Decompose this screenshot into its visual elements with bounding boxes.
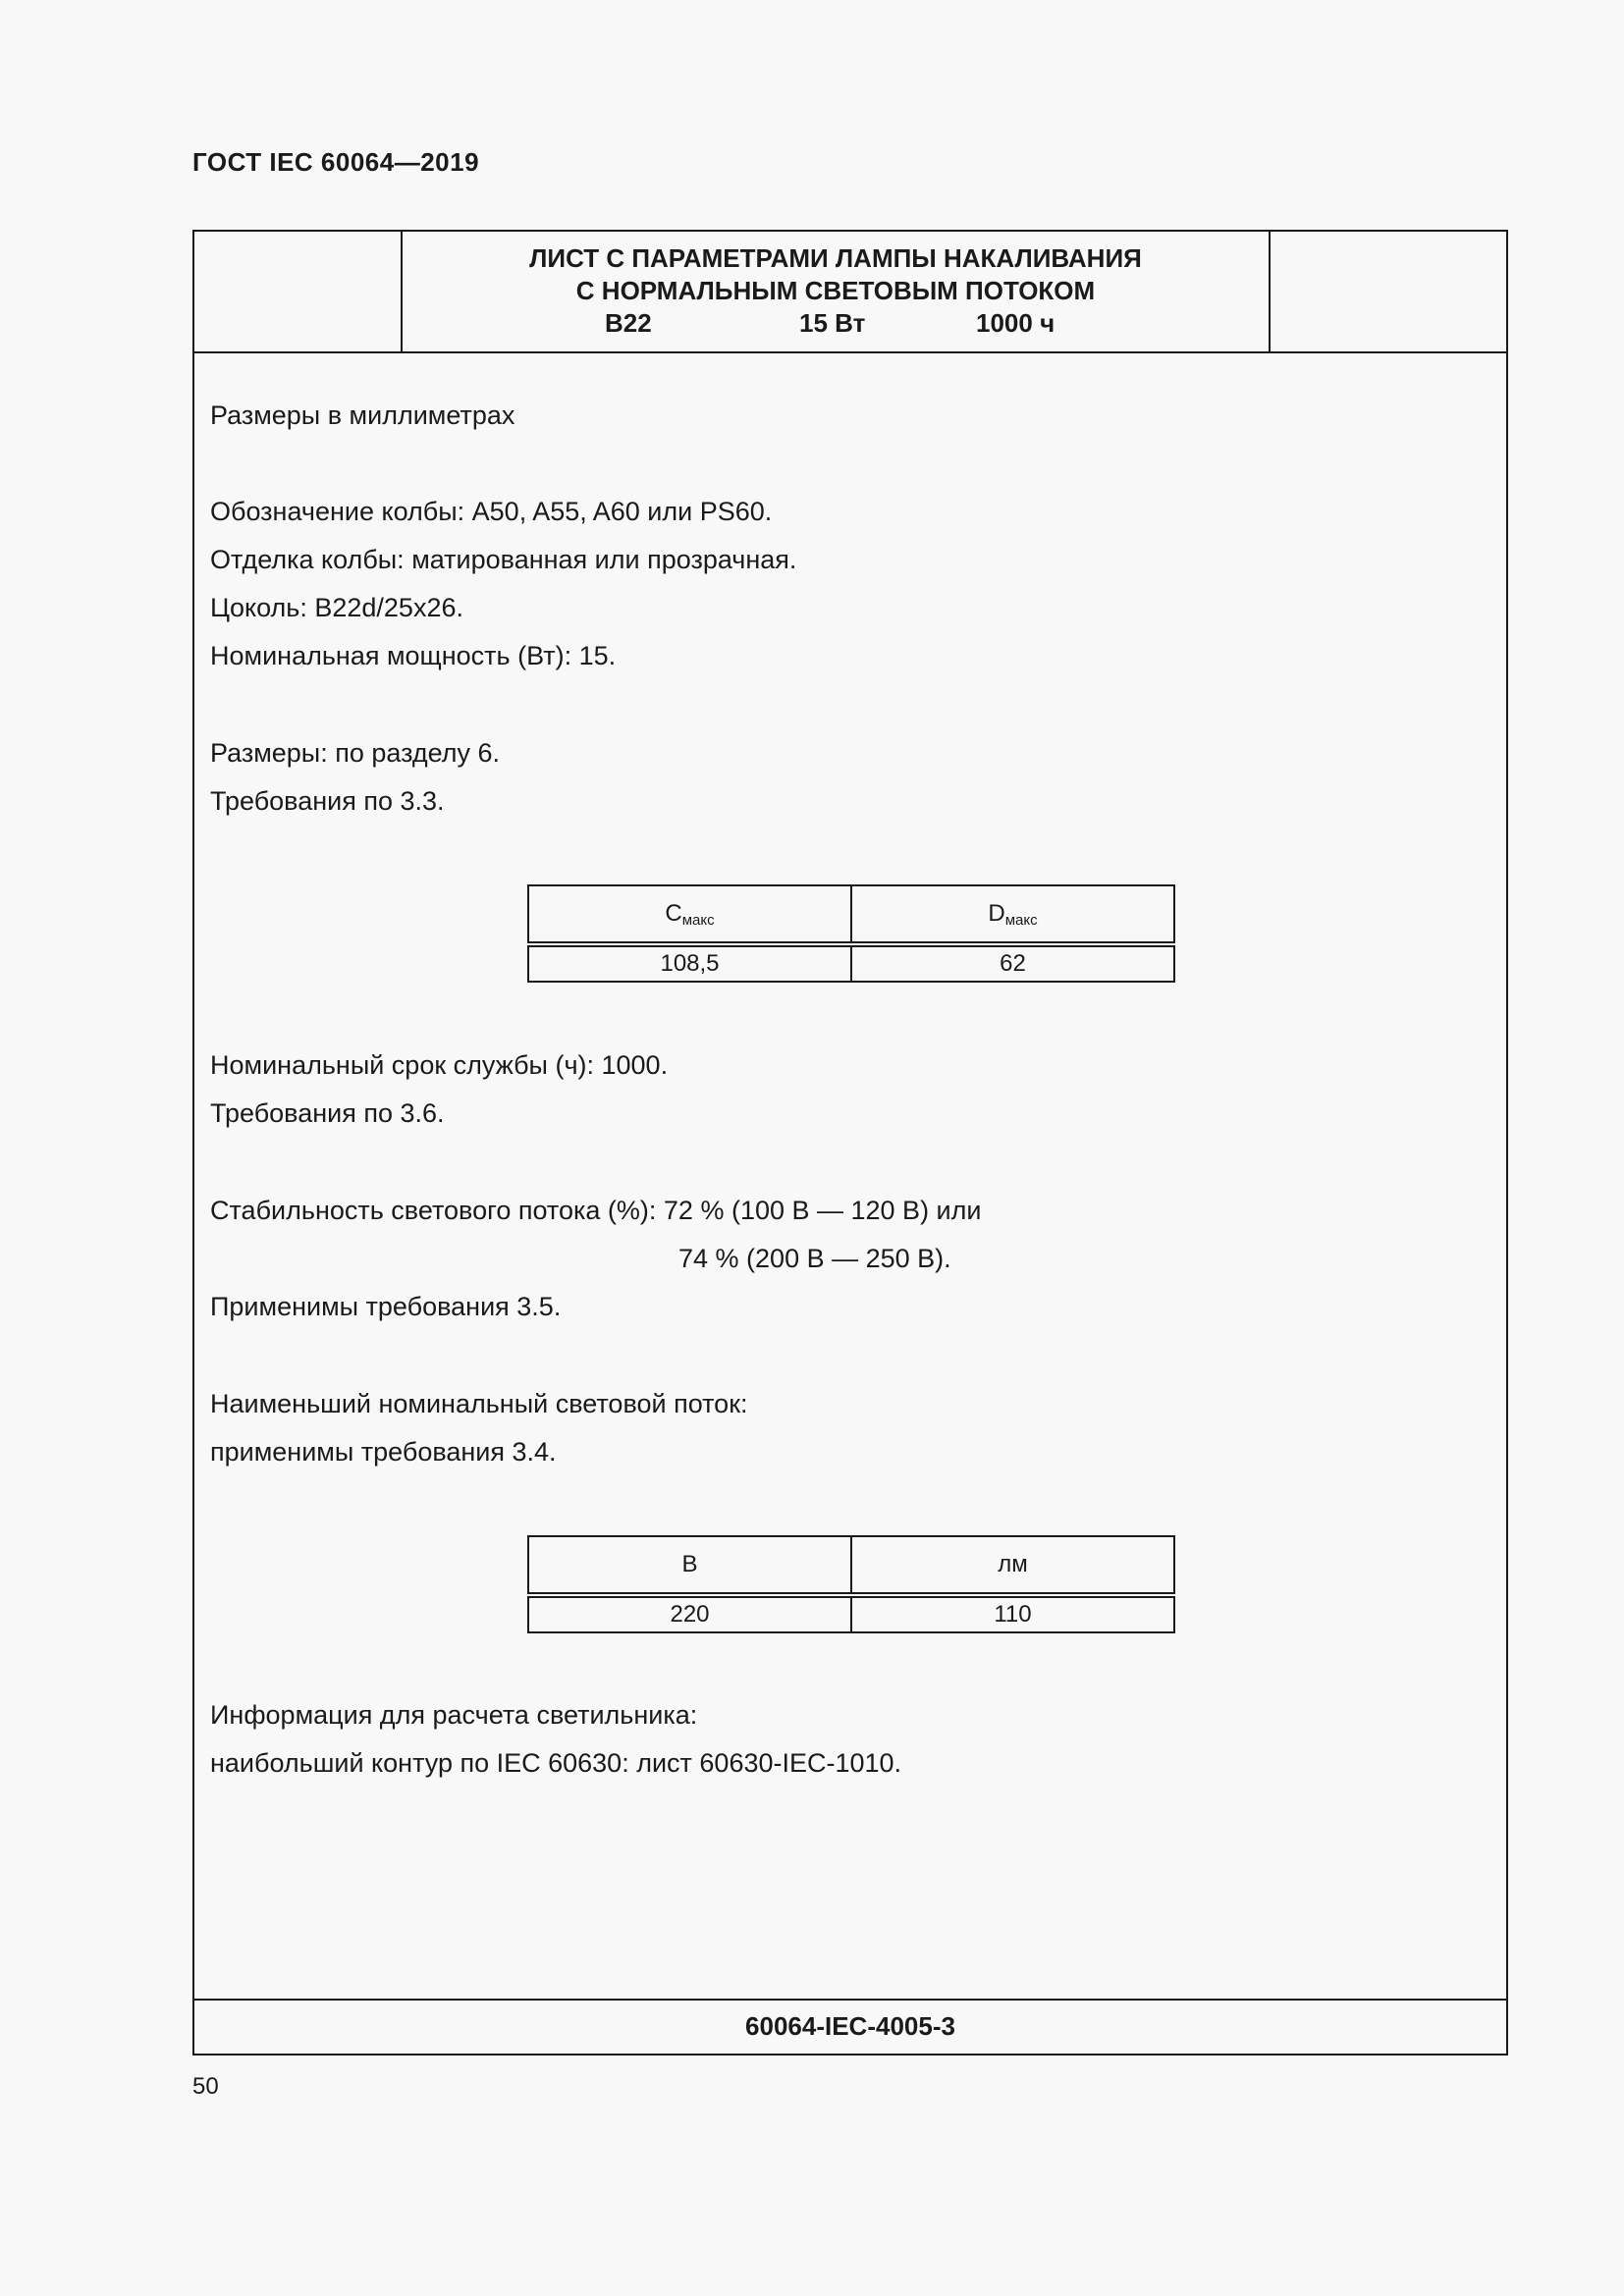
sheet-number: 60064-IEC-4005-3: [194, 1999, 1506, 2054]
requirements-3-3: Требования по 3.3.: [210, 786, 445, 816]
rated-life: Номинальный срок службы (ч): 1000.: [210, 1050, 669, 1080]
table-row: [528, 944, 1174, 982]
table-cell: 62: [851, 944, 1174, 982]
dimensions-table: [527, 884, 1175, 983]
sheet-frame: [192, 230, 1508, 2056]
title-cap: B22: [605, 308, 652, 338]
title-block: [194, 232, 1506, 353]
flux-table: [527, 1535, 1175, 1633]
table-header-cell: В: [528, 1536, 851, 1595]
dimensions-ref: Размеры: по разделу 6.: [210, 738, 501, 768]
title-power: 15 Вт: [799, 308, 866, 338]
lumen-maintenance: Стабильность светового потока (%): 72 % (100 В — 120 В) или: [210, 1196, 982, 1225]
document-header: ГОСТ IEC 60064—2019: [192, 147, 480, 177]
sheet-title-line2: С НОРМАЛЬНЫМ СВЕТОВЫМ ПОТОКОМ: [575, 276, 1096, 305]
page-number: 50: [192, 2073, 219, 2100]
title-block-center-cell: [403, 232, 1269, 351]
requirements-3-5: Применимы требования 3.5.: [210, 1292, 562, 1321]
units-note: Размеры в миллиметрах: [210, 400, 515, 430]
requirements-3-6: Требования по 3.6.: [210, 1098, 445, 1128]
luminaire-info: Информация для расчета светильника:: [210, 1700, 698, 1730]
table-header-cell: лм: [851, 1536, 1174, 1595]
bulb-designation: Обозначение колбы: A50, A55, A60 или PS60.: [210, 497, 773, 526]
bulb-finish: Отделка колбы: матированная или прозрачная.: [210, 545, 797, 574]
table-cell: 108,5: [528, 944, 851, 982]
table-header-cell: $C_{макс}$: [528, 885, 851, 944]
rated-power: Номинальная мощность (Вт): 15.: [210, 641, 617, 670]
min-luminous-flux: Наименьший номинальный световой поток:: [210, 1389, 748, 1418]
table-cell: 110: [851, 1595, 1174, 1632]
lumen-maintenance-continued: 74 % (200 В — 250 В).: [678, 1244, 951, 1273]
cap-type: Цоколь: B22d/25x26.: [210, 593, 463, 622]
title-block-left-cell: [194, 232, 403, 351]
table-cell: 220: [528, 1595, 851, 1632]
sheet-title-line1: ЛИСТ С ПАРАМЕТРАМИ ЛАМПЫ НАКАЛИВАНИЯ: [529, 243, 1142, 273]
table-header-row: [528, 1536, 1174, 1595]
requirements-3-4: применимы требования 3.4.: [210, 1437, 557, 1467]
table-row: [528, 1595, 1174, 1632]
title-block-right-cell: [1269, 232, 1508, 351]
table-header-row: [528, 885, 1174, 944]
max-outline-ref: наибольший контур по IEC 60630: лист 60630-IEC-1010.: [210, 1748, 902, 1778]
table-header-cell: $D_{макс}$: [851, 885, 1174, 944]
title-life: 1000 ч: [976, 308, 1056, 338]
